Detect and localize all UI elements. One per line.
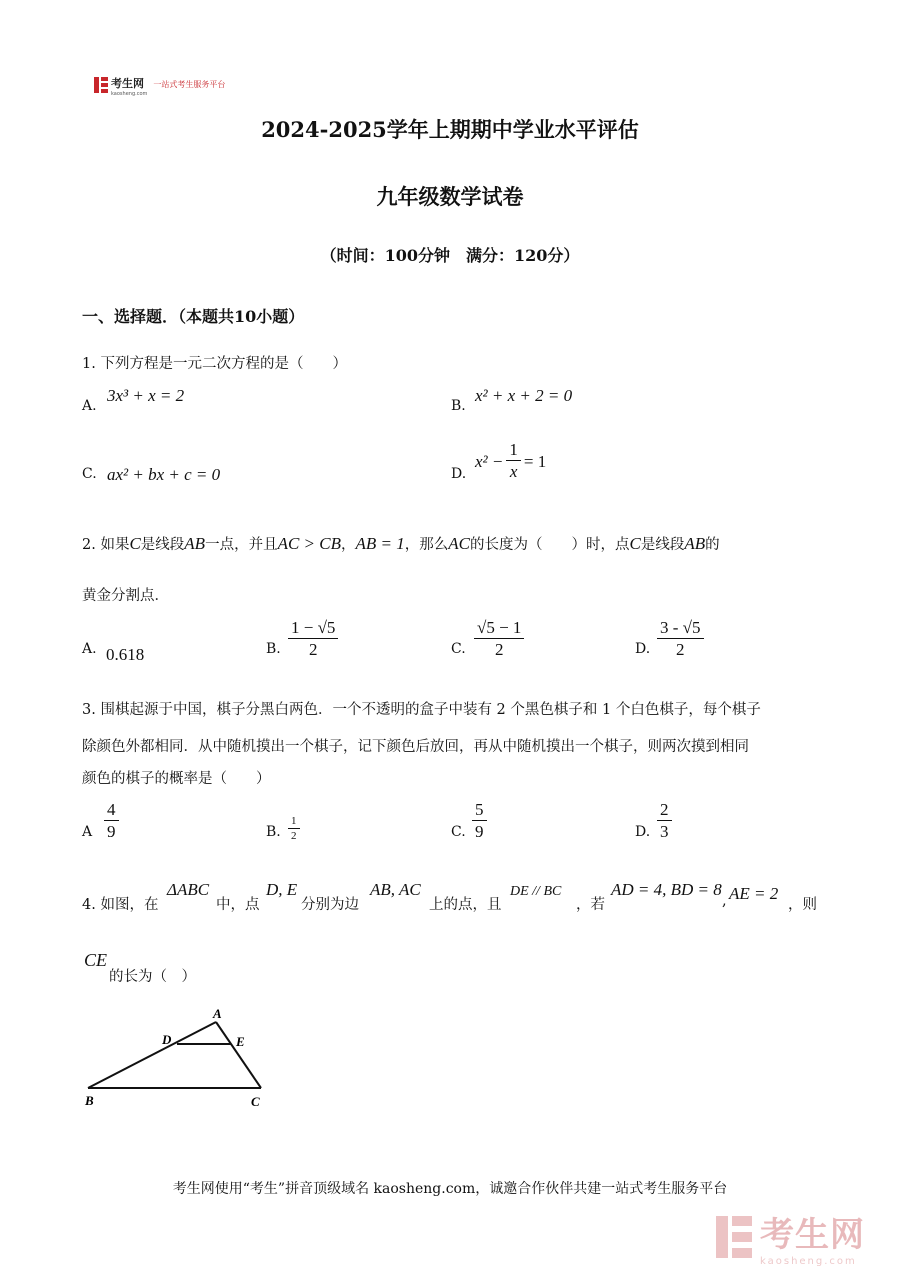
- q4-p7: ，则: [788, 897, 817, 913]
- q4-triangle: ΔABC: [167, 880, 210, 899]
- q3-option-d: [657, 800, 672, 843]
- q2-stem-line2: 黄金分割点．: [82, 588, 169, 604]
- q1-option-b-label: B.: [451, 398, 466, 414]
- segment-ac: [216, 1022, 261, 1088]
- q2-stem-line1: [82, 533, 720, 554]
- q4-values: AD = 4, BD = 8: [611, 880, 722, 899]
- q4-ae: AE = 2: [729, 884, 779, 903]
- q4-abac: AB, AC: [370, 880, 421, 899]
- q2-option-b: [288, 618, 338, 661]
- q2-c-den: 2: [494, 640, 504, 659]
- q2-b-num: 1 − √5: [288, 618, 338, 639]
- header-logo: [94, 72, 225, 97]
- q3-option-b-label: B.: [266, 824, 281, 840]
- vertex-a-label: A: [213, 1006, 222, 1021]
- q4-ce: CE: [84, 950, 108, 970]
- q2-text: 是线段: [640, 537, 685, 553]
- q2-math: AC > CB: [277, 534, 341, 553]
- q4-p1: 4. 如图，在: [82, 897, 159, 913]
- q2-option-c-label: C.: [451, 641, 466, 657]
- q1-d-right: = 1: [523, 451, 547, 471]
- watermark-domain: kaosheng.com: [760, 1256, 857, 1267]
- logo-name: 考生网: [111, 77, 144, 90]
- q4-p6: ,: [722, 893, 727, 909]
- q1-option-d-label: D.: [451, 466, 467, 482]
- q3-stem-line2: 除颜色外都相同．从中随机摸出一个棋子，记下颜色后放回，再从中随机摸出一个棋子，则两次摸到相同: [82, 739, 749, 755]
- watermark-name: 考生网: [760, 1215, 865, 1255]
- q2-text: 一点，并且: [205, 537, 278, 553]
- exam-info: （时间：100分钟 满分：120分）: [320, 246, 580, 265]
- q3-stem-line3: 颜色的棋子的概率是（ ）: [82, 771, 271, 787]
- q2-text: ，那么: [404, 537, 449, 553]
- q2-d-den: 2: [676, 640, 685, 659]
- q3-c-num: 5: [472, 800, 487, 821]
- vertex-e-label: E: [236, 1034, 245, 1049]
- q4-p2: 中，点: [216, 897, 260, 913]
- q2-option-d-label: D.: [635, 641, 651, 657]
- q3-option-d-label: D.: [635, 824, 651, 840]
- q1-d-fraction: [506, 440, 521, 483]
- q2-math: C: [629, 534, 641, 553]
- q1-option-a: 3x³ + x = 2: [107, 386, 185, 405]
- q2-c-num: √5 − 1: [474, 618, 524, 639]
- q2-text: 的: [705, 537, 720, 553]
- q1-option-b: x² + x + 2 = 0: [475, 386, 573, 405]
- q3-a-den: 9: [107, 822, 116, 841]
- q2-text: 的长度为（ ）时，点: [469, 537, 630, 553]
- exam-subtitle: 九年级数学试卷: [376, 184, 524, 209]
- segment-ba: [88, 1022, 216, 1088]
- q3-d-num: 2: [657, 800, 672, 821]
- q3-option-c-label: C.: [451, 824, 466, 840]
- q2-math: AB = 1: [355, 534, 405, 553]
- q3-option-c: [472, 800, 487, 843]
- q3-option-a: [104, 800, 119, 843]
- q3-b-den: 2: [291, 830, 297, 842]
- triangle-figure: [80, 1003, 280, 1113]
- vertex-d-label: D: [162, 1032, 172, 1047]
- q3-d-den: 3: [660, 822, 669, 841]
- q4-p3: 分别为边: [301, 897, 359, 913]
- q2-math: C: [129, 534, 141, 553]
- q1-stem: 1. 下列方程是一元二次方程的是（ ）: [82, 356, 347, 372]
- q2-text: 是线段: [140, 537, 185, 553]
- q2-option-c: [474, 618, 524, 661]
- q4-p8: 的长为（ ）: [109, 969, 196, 985]
- q2-math: AB: [184, 534, 206, 553]
- q2-option-b-label: B.: [266, 641, 281, 657]
- q2-option-a-label: A.: [82, 641, 97, 657]
- q2-b-den: 2: [308, 640, 318, 659]
- q3-a-num: 4: [104, 800, 119, 821]
- q3-b-num: 1: [288, 815, 300, 829]
- q2-math: AB: [684, 534, 706, 553]
- q3-c-den: 9: [475, 822, 484, 841]
- q1-d-left: x² −: [475, 451, 504, 471]
- q3-option-a-label: A: [82, 824, 93, 840]
- vertex-c-label: C: [251, 1094, 260, 1109]
- q2-d-num: 3 - √5: [657, 618, 704, 639]
- q1-d-num: 1: [506, 440, 521, 461]
- q4-p5: ，若: [576, 897, 605, 913]
- vertex-b-label: B: [85, 1093, 94, 1108]
- q2-option-d: [657, 618, 704, 661]
- q2-option-a: 0.618: [106, 645, 145, 664]
- q4-de: D, E: [266, 880, 298, 899]
- exam-title: 2024-2025学年上期期中学业水平评估: [261, 117, 639, 142]
- q3-option-b: [288, 815, 300, 843]
- logo-domain: kaosheng.com: [111, 91, 148, 97]
- q2-text: ，: [341, 537, 356, 553]
- watermark: [716, 1207, 865, 1267]
- q4-parallel: DE // BC: [510, 884, 562, 899]
- footer-text: 考生网使用“考生”拼音顶级域名 kaosheng.com，诚邀合作伙伴共建一站式考生服务平台: [172, 1181, 728, 1197]
- q1-option-c: ax² + bx + c = 0: [107, 465, 221, 484]
- q4-p4: 上的点，且: [429, 897, 502, 913]
- logo-tagline: 一站式考生服务平台: [153, 80, 226, 89]
- q1-option-c-label: C.: [82, 466, 97, 482]
- watermark-icon: [716, 1216, 752, 1258]
- q1-option-d: [475, 440, 546, 483]
- logo-icon: [94, 77, 108, 93]
- q3-stem-line1: 3. 围棋起源于中国，棋子分黑白两色．一个不透明的盒子中装有 2 个黑色棋子和 1 个白色棋子，每个棋子: [82, 702, 761, 718]
- q2-math: AC: [448, 534, 470, 553]
- q1-option-a-label: A.: [82, 398, 97, 414]
- q1-d-den: x: [509, 462, 518, 481]
- q2-text: 2. 如果: [82, 537, 130, 553]
- section-heading: 一、选择题．（本题共10小题）: [82, 307, 305, 326]
